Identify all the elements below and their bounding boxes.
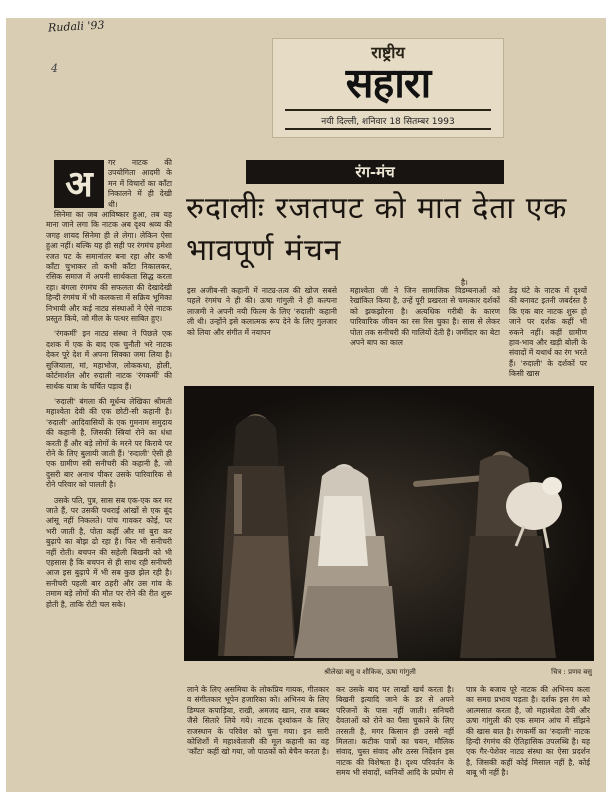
masthead-rule-bottom xyxy=(285,128,491,130)
photo-caption: श्रीलेखा बसु व शौकिक, ऊषा गांगुली xyxy=(324,668,416,676)
column-1-paragraph: 'रुदाली' बंगला की मूर्धन्य लेखिका श्रीमती महाश्वेता देवी की एक छोटी-सी कहानी है। 'रुदाली' आदिवासियों के एक गुमनाम समुदाय की कहानी है, जिसकी स्त्रियां रोने का धंधा करती हैं और बड़े लोगों के मरने पर किराये पर रोने के लिए बुलायी जाती हैं। 'रुदाली' ऐसी ही एक ग्रामीण स्त्री सनीचरी की कहानी है, जो दुसरी बार अनाथ पीकर उसके पारिवारिक से रोने परिवार को पालती है। xyxy=(46,396,172,490)
section-label: रंग-मंच xyxy=(246,160,504,184)
column-2: इस अजीब-सी कहानी में नाट्य-तत्व की खोज सबसे पहले रंगमंच ने ही की। ऊषा गांगुली ने ही कल्पना लाजमी ने अपनी नयी फिल्म के लिए 'रुदाली' कहानी ली थी। उन्होंने इसे कलात्मक रूप देने के लिए गुलजार को लिया और संगीत में नयापन xyxy=(187,286,337,337)
column-7: पात्र के बजाय पूरे नाटक की अभिनय कला का समग्र प्रभाव पड़ता है। दर्शक इस रंग को आत्मसात करता है, जो महाश्वेता देवी और ऊषा गांगुली की एक समान आंच में सींझने की खास बात है। रंगकर्मी का 'रुदाली' नाटक हिन्दी रंगमंच की ऐतिहासिक उपलब्धि है। यह एक गैर-पेशेवर नाट्य संस्था का ऐसा प्रदर्शन है, जिसकी कहीं कोई मिसाल नहीं है, कोई बाबू भी नहीं है। xyxy=(466,685,590,778)
column-5: लाने के लिए असमिया के लोकप्रिय गायक, गीतकार व संगीतकार भूपेन हजारिका को। अभिनय के लिए डिम्पल कपाड़िया, राखी, अमजद खान, राज बब्बर जैसे सितारे लिये गये। नाटक दृश्यांकन के लिए राजस्थान के परिवेश को चुना गया। इन सारी कोशिशों में महाश्वेताजी की मूल कहानी का वह 'काँटा' कहीं खो गया, जो पाठकों को बेचैन करता है। xyxy=(187,685,329,757)
column-1-paragraph: 'रंगकर्मी' इन नाट्य संस्था ने पिछले एक दशक में एक के बाद एक चुनौती भरे नाटक देकर पूरे देश में अपना सिक्का जमा लिया है। सुजियाला, मां, महाभोज, लोककथा, होली, कोर्टमार्शल और रुदाली नाटक 'रंगकर्मी' की सार्थक यात्रा के चर्चित पड़ाव हैं। xyxy=(46,329,172,391)
photo-credit: चित्र : प्रणव बसु xyxy=(551,668,592,676)
masthead-small-title: राष्ट्रीय xyxy=(371,43,405,62)
stage-photo xyxy=(184,386,594,661)
masthead-rule xyxy=(285,109,491,111)
handwritten-note: Rudali '93 xyxy=(47,18,105,35)
masthead-title: सहारा xyxy=(345,59,431,107)
column-6: कर उसके बाद पर लाखों खर्च करता है। बिखनी इत्यादि जाने के डर से अपने परिजनों के पास नहीं जाती। सनिचरी देवताओं को रोने का पैसा चुकाने के लिए तरसती है, मगर किसान ही उससे नहीं मिलता। कटीक पात्रों का चयन, मौलिक संवाद, चुस्त संवाद और ठस्स निर्देशन इस नाटक की विशेषता है। दृश्य परिवर्तन के समय भी संवादों, ध्वनियों आदि के प्रयोग से xyxy=(336,685,454,778)
column-1-opening: गर नाटक की उपयोगिता आदमी के मन में विचारों का काँटा निकालने में ही देखी थी। xyxy=(108,158,172,209)
newspaper-clipping xyxy=(6,18,606,792)
page-mark: 4 xyxy=(51,62,58,75)
article-headline: रुदालीः रजतपट को मात देता एक भावपूर्ण मंचन xyxy=(186,191,568,268)
column-4: डेढ़ घंटे के नाटक में दृश्यों की बनावट इतनी जबर्दस्त है कि एक बार नाटक शुरू हो जाने पर दर्शक कहीं भी रुकने नहीं। कहीं ग्रामीण हाव-भाव और खड़ी बोली के संवादों में यथार्थ का रंग भरते हैं। 'रुदाली' के दर्शकों पर किसी खास xyxy=(509,286,587,379)
drop-cap: अ xyxy=(54,160,104,208)
masthead-dateline: नयी दिल्ली, शनिवार 18 सितम्बर 1993 xyxy=(321,117,455,127)
column-1-paragraph: सिनेमा का जब आविष्कार हुआ, तब यह माना जाने लगा कि नाटक अब दृश्य श्रव्य की जगह शायद सिनेमा ही ले लेगा। लेकिन ऐसा हुआ नहीं। बल्कि यह ही सही पर रंगमंच हमेशा रजत पट के समानांतर बना रहा और कभी काँटा चुभाकर तो कभी काँटा निकालकर, रसिक समाज में अपनी सार्थकता सिद्ध करता रहा। बंगला रंगमंच की सफलता की देखादेखी हिन्दी रंगमंच में भी कलकत्ता में सक्रिय भूमिका निभायी और कई नाट्य संस्थाओं ने ऐसे नाटक प्रस्तुत किये, जो मील के पत्थर साबित हुए। xyxy=(46,210,172,324)
column-1-paragraph: उसके पति, पुत्र, सास सब एक-एक कर मर जाते हैं, पर उसकी पथराई आंखों से एक बूंद आंसू नहीं निकलते। पांच गावकर कोई, पर भरी जाती है, पोता कहीं और मां बुरा कर बुढ़ापे का बोझ ढो रहा है। फिर भी सनीचरी नहीं रोती। बचपन की सहेली बिखनी को भी एहसास है कि बचपन से ही साथ रही सनीचरी आज इस बुढ़ापे में भी सब कुछ झेल रही है। सनीचरी पहली बार ठहरी और उस गांव के तमाम बड़े लोगों की मौत पर रोने की रीत शुरू होती है, ताकि रोटी चल सके। xyxy=(46,495,172,609)
column-4-top: है। xyxy=(461,278,468,287)
masthead xyxy=(272,38,504,138)
column-3: महाश्वेता जी ने जिन सामाजिक विडम्बनाओं को रेखांकित किया है, उन्हें पूरी प्रखरता से चमत्कार दर्शकों को झकझोरना है। अत्यधिक गरीबी के कारण पारिवारिक जीवन का रस रिस चुका है। सास से लेकर पोता तक सनीचरी की गालियों देती है। जमींदार का बेटा अपने बाप का काल xyxy=(350,286,500,348)
column-1 xyxy=(46,210,172,792)
